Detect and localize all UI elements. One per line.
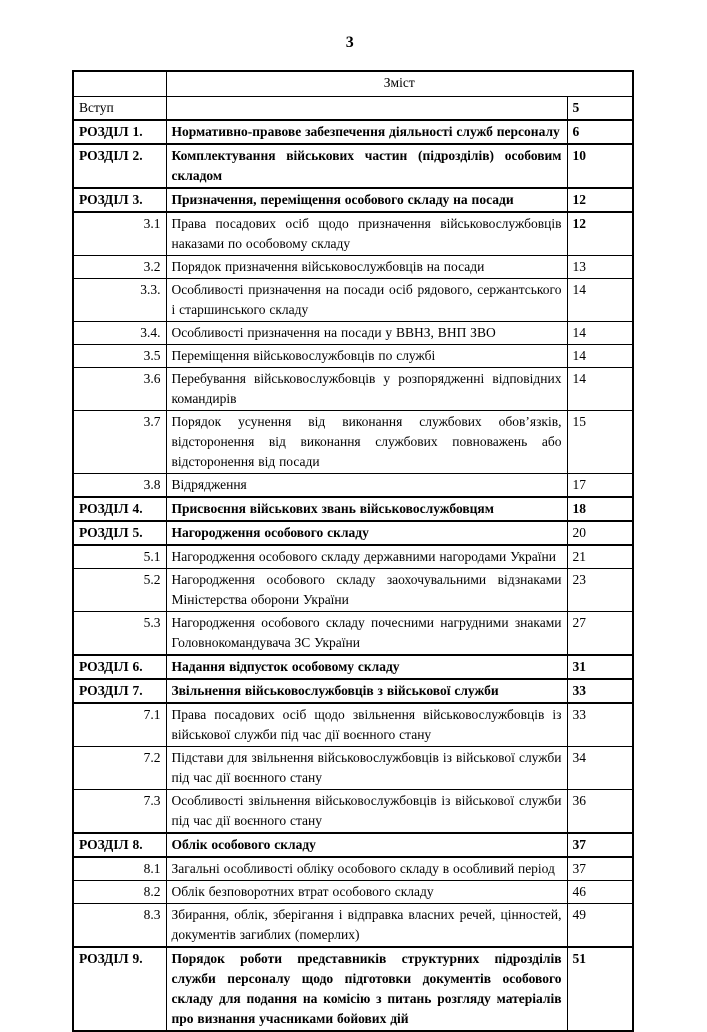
toc-table-body	[73, 71, 633, 1031]
row-number-cell: 7.3	[73, 790, 166, 834]
row-number-cell: РОЗДІЛ 3.	[73, 188, 166, 212]
row-page-cell: 13	[567, 256, 633, 279]
row-title-cell: Переміщення військовослужбовців по службі	[166, 345, 567, 368]
table-row	[73, 322, 633, 345]
table-row	[73, 279, 633, 322]
row-title-cell: Особливості звільнення військовослужбовців із військової служби під час дії воєнного стану	[166, 790, 567, 834]
table-row	[73, 569, 633, 612]
toc-header-empty-cell	[73, 71, 166, 97]
row-page-cell: 33	[567, 679, 633, 703]
table-row	[73, 212, 633, 256]
page-number: 3	[345, 34, 355, 51]
row-number-cell: РОЗДІЛ 5.	[73, 521, 166, 545]
row-title-cell: Права посадових осіб щодо звільнення військовослужбовців із військової служби під час дії воєнного стану	[166, 703, 567, 747]
row-number-cell: РОЗДІЛ 6.	[73, 655, 166, 679]
row-number-cell: РОЗДІЛ 7.	[73, 679, 166, 703]
row-title-cell: Порядок роботи представників структурних підрозділів служби персоналу щодо підготовки документів особового складу для подання на комісію з питань розгляду матеріалів про визнання учасниками бойових дій	[166, 947, 567, 1031]
row-page-cell: 14	[567, 279, 633, 322]
row-number-cell: 3.5	[73, 345, 166, 368]
row-title-cell	[166, 97, 567, 121]
row-title-cell: Нагородження особового складу	[166, 521, 567, 545]
row-title-cell: Порядок усунення від виконання службових обов’язків, відсторонення від виконання службових повноважень або відсторонення від посади	[166, 411, 567, 474]
row-number-cell: 8.2	[73, 881, 166, 904]
table-row	[73, 790, 633, 834]
table-of-contents	[72, 70, 634, 1032]
table-row	[73, 368, 633, 411]
table-row	[73, 474, 633, 498]
row-number-cell: 8.3	[73, 904, 166, 948]
table-row	[73, 833, 633, 857]
table-row	[73, 256, 633, 279]
row-page-cell: 21	[567, 545, 633, 569]
row-title-cell: Комплектування військових частин (підрозділів) особовим складом	[166, 144, 567, 188]
row-page-cell: 17	[567, 474, 633, 498]
row-title-cell: Загальні особливості обліку особового складу в особливий період	[166, 857, 567, 881]
row-number-cell: 3.3.	[73, 279, 166, 322]
row-page-cell: 14	[567, 368, 633, 411]
row-title-cell: Нагородження особового складу заохочувальними відзнаками Міністерства оборони України	[166, 569, 567, 612]
row-page-cell: 18	[567, 497, 633, 521]
row-page-cell: 14	[567, 345, 633, 368]
row-number-cell: 3.7	[73, 411, 166, 474]
row-page-cell: 5	[567, 97, 633, 121]
row-page-cell: 31	[567, 655, 633, 679]
table-row	[73, 144, 633, 188]
row-title-cell: Нормативно-правове забезпечення діяльності служб персоналу	[166, 120, 567, 144]
row-page-cell: 23	[567, 569, 633, 612]
table-row	[73, 881, 633, 904]
row-title-cell: Збирання, облік, зберігання і відправка власних речей, цінностей, документів загиблих (померлих)	[166, 904, 567, 948]
row-number-cell: 3.8	[73, 474, 166, 498]
row-number-cell: РОЗДІЛ 2.	[73, 144, 166, 188]
row-number-cell: 5.3	[73, 612, 166, 656]
table-row	[73, 120, 633, 144]
row-title-cell: Підстави для звільнення військовослужбовців із військової служби під час дії воєнного стану	[166, 747, 567, 790]
row-page-cell: 6	[567, 120, 633, 144]
table-row	[73, 545, 633, 569]
row-page-cell: 49	[567, 904, 633, 948]
row-page-cell: 27	[567, 612, 633, 656]
row-title-cell: Відрядження	[166, 474, 567, 498]
table-row	[73, 97, 633, 121]
table-row	[73, 497, 633, 521]
row-number-cell: 3.4.	[73, 322, 166, 345]
toc-header-title: Зміст	[166, 71, 633, 97]
row-title-cell: Права посадових осіб щодо призначення військовослужбовців наказами по особовому складу	[166, 212, 567, 256]
row-title-cell: Нагородження особового складу державними нагородами України	[166, 545, 567, 569]
row-page-cell: 33	[567, 703, 633, 747]
row-title-cell: Порядок призначення військовослужбовців на посади	[166, 256, 567, 279]
row-number-cell: РОЗДІЛ 9.	[73, 947, 166, 1031]
table-row	[73, 947, 633, 1031]
row-number-cell: 5.1	[73, 545, 166, 569]
row-page-cell: 46	[567, 881, 633, 904]
row-title-cell: Особливості призначення на посади осіб рядового, сержантського і старшинського складу	[166, 279, 567, 322]
row-page-cell: 15	[567, 411, 633, 474]
row-title-cell: Облік особового складу	[166, 833, 567, 857]
row-title-cell: Облік безповоротних втрат особового складу	[166, 881, 567, 904]
row-page-cell: 34	[567, 747, 633, 790]
row-title-cell: Звільнення військовослужбовців з військової служби	[166, 679, 567, 703]
row-title-cell: Перебування військовослужбовців у розпорядженні відповідних командирів	[166, 368, 567, 411]
row-number-cell: 3.6	[73, 368, 166, 411]
row-number-cell: 7.1	[73, 703, 166, 747]
row-title-cell: Присвоєння військових звань військовослужбовцям	[166, 497, 567, 521]
table-row	[73, 521, 633, 545]
row-number-cell: 3.1	[73, 212, 166, 256]
row-number-cell: 7.2	[73, 747, 166, 790]
row-title-cell: Надання відпусток особовому складу	[166, 655, 567, 679]
row-number-cell: Вступ	[73, 97, 166, 121]
row-number-cell: 8.1	[73, 857, 166, 881]
row-page-cell: 10	[567, 144, 633, 188]
row-page-cell: 37	[567, 833, 633, 857]
row-title-cell: Призначення, переміщення особового складу на посади	[166, 188, 567, 212]
table-row	[73, 345, 633, 368]
row-page-cell: 37	[567, 857, 633, 881]
table-row	[73, 857, 633, 881]
row-number-cell: 5.2	[73, 569, 166, 612]
row-number-cell: 3.2	[73, 256, 166, 279]
row-number-cell: РОЗДІЛ 1.	[73, 120, 166, 144]
row-page-cell: 36	[567, 790, 633, 834]
row-title-cell: Особливості призначення на посади у ВВНЗ, ВНП ЗВО	[166, 322, 567, 345]
table-row	[73, 655, 633, 679]
row-page-cell: 14	[567, 322, 633, 345]
row-title-cell: Нагородження особового складу почесними нагрудними знаками Головнокомандувача ЗС України	[166, 612, 567, 656]
row-number-cell: РОЗДІЛ 4.	[73, 497, 166, 521]
table-row	[73, 411, 633, 474]
row-page-cell: 12	[567, 188, 633, 212]
table-row	[73, 188, 633, 212]
row-page-cell: 51	[567, 947, 633, 1031]
row-page-cell: 12	[567, 212, 633, 256]
table-row	[73, 904, 633, 948]
table-row	[73, 612, 633, 656]
table-row	[73, 703, 633, 747]
row-page-cell: 20	[567, 521, 633, 545]
toc-header-row	[73, 71, 633, 97]
row-number-cell: РОЗДІЛ 8.	[73, 833, 166, 857]
table-row	[73, 747, 633, 790]
table-row	[73, 679, 633, 703]
